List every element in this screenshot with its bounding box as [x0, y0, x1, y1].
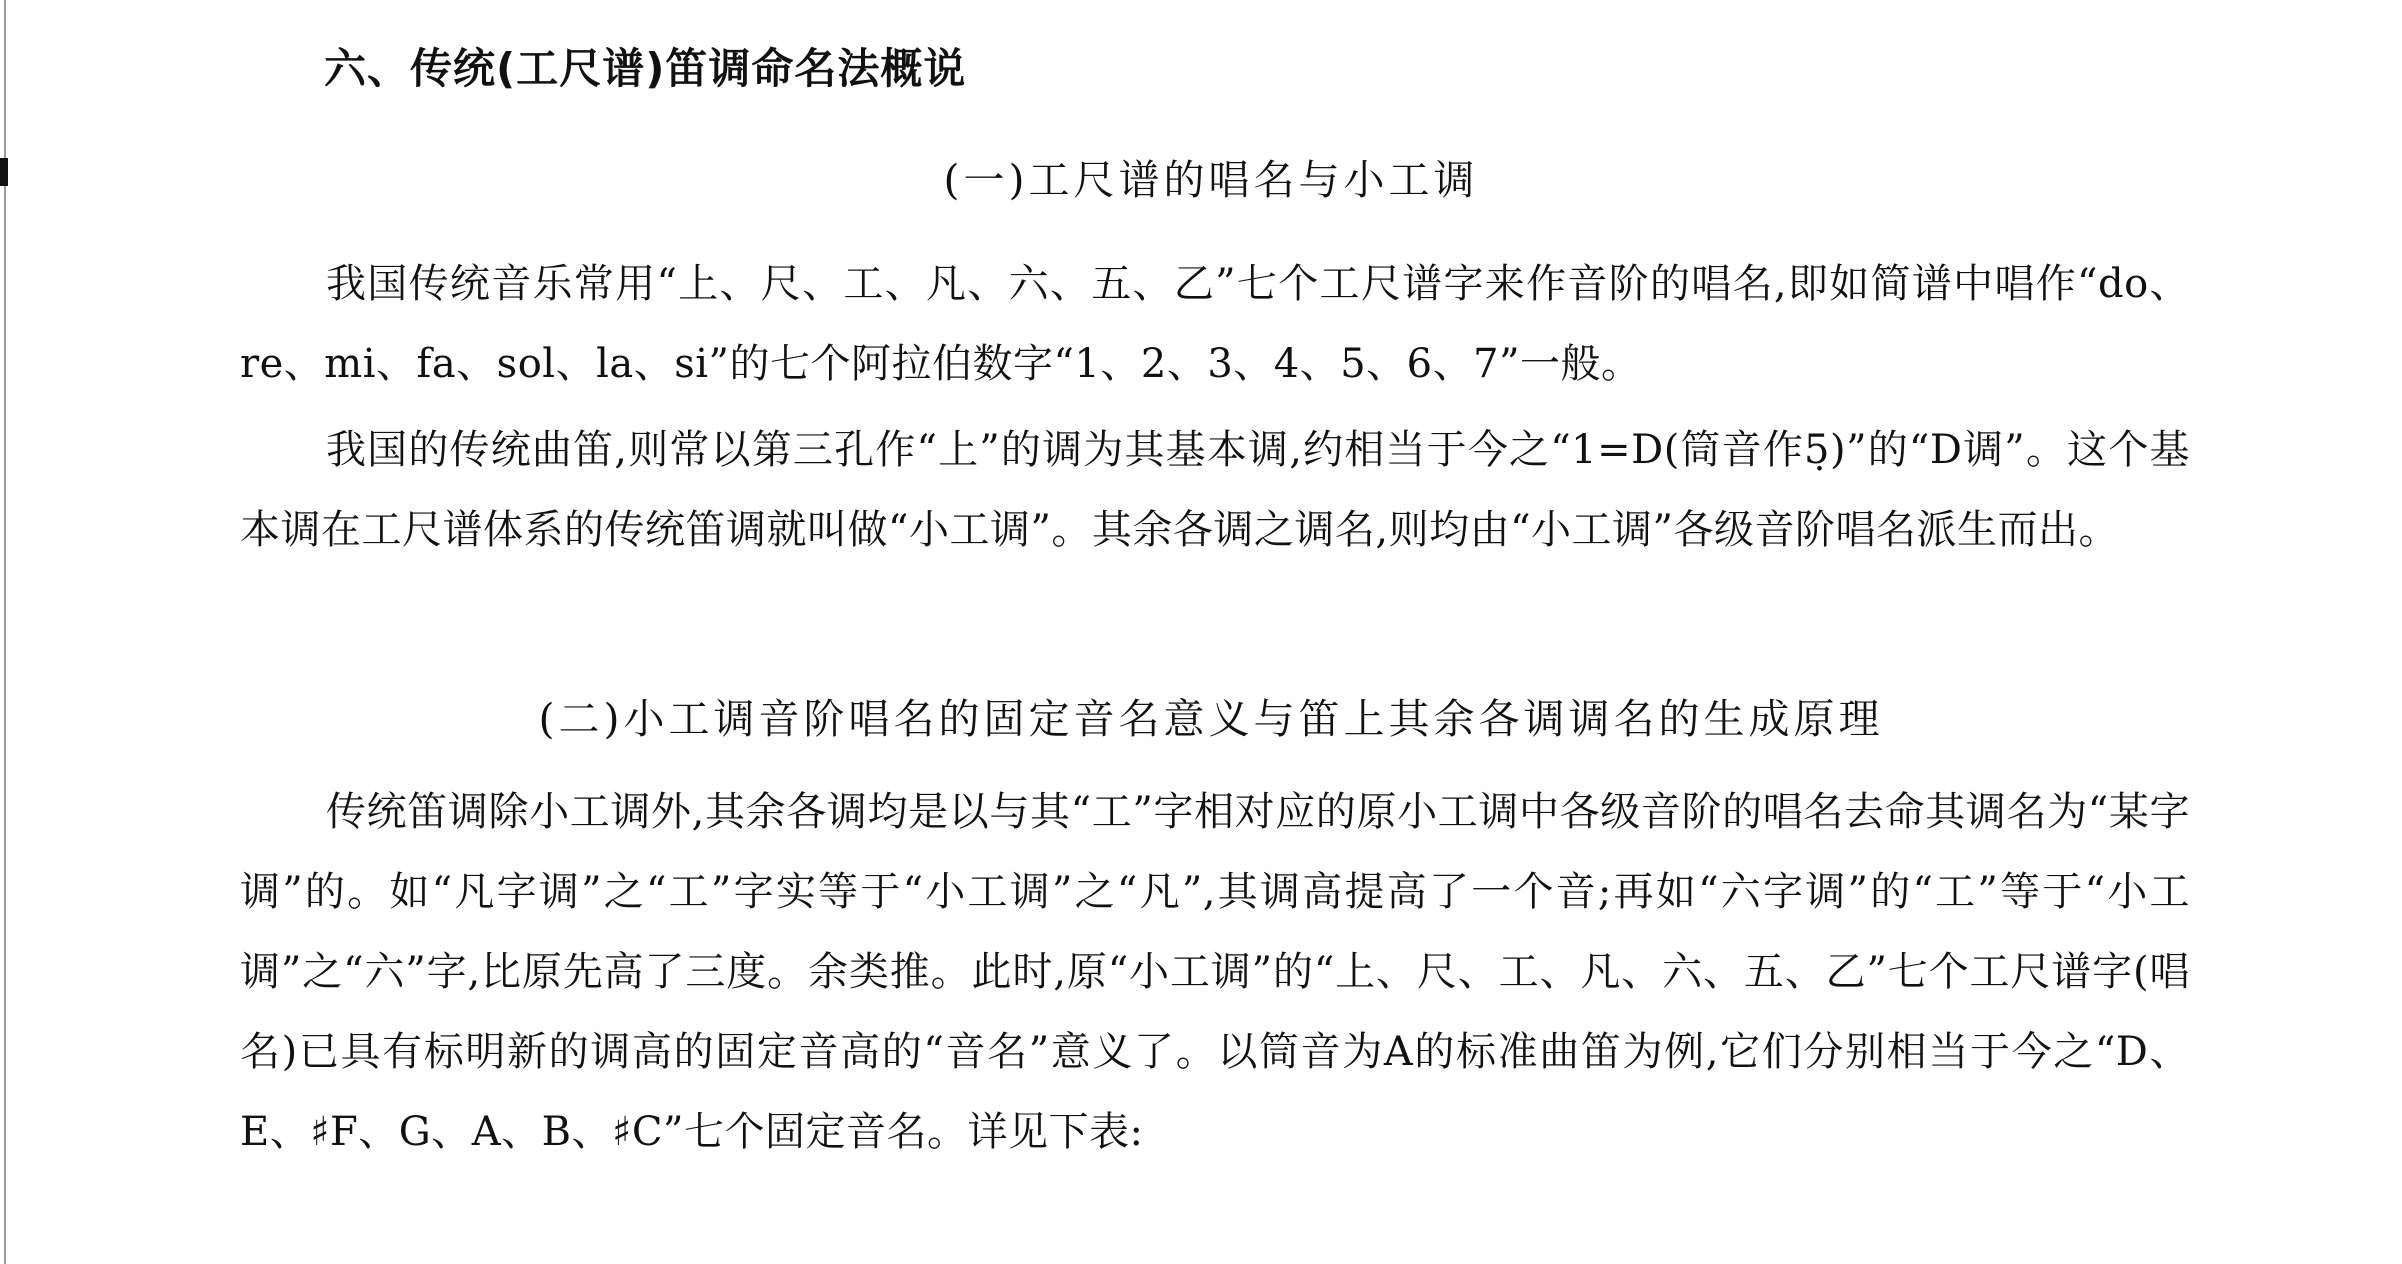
paragraph-2: 我国的传统曲笛,则常以第三孔作“上”的调为其基本调,约相当于今之“1=D(筒音作5̣)”的“D调”。这个基本调在工尺谱体系的传统笛调就叫做“小工调”。其余各调之调名,则均由“小工调”各级音阶唱名派生而出。 — [240, 427, 2190, 553]
paragraph-3: 传统笛调除小工调外,其余各调均是以与其“工”字相对应的原小工调中各级音阶的唱名去命其调名为“某字调”的。如“凡字调”之“工”字实等于“小工调”之“凡”,其调高提高了一个音;再如“六字调”的“工”等于“小工调”之“六”字,比原先高了三度。余类推。此时,原“小工调”的“上、尺、工、凡、六、五、乙”七个工尺谱字(唱名)已具有标明新的调高的固定音高的“音名”意义了。以筒音为A的标准曲笛为例,它们分别相当于今之“D、E、♯F、G、A、B、♯C”七个固定音名。详见下表: — [240, 789, 2190, 1155]
section-title: 六、传统(工尺谱)笛调命名法概说 — [324, 44, 967, 93]
subheading-1: (一)工尺谱的唱名与小工调 — [943, 156, 1479, 204]
subheading-2: (二)小工调音阶唱名的固定音名意义与笛上其余各调调名的生成原理 — [538, 695, 1884, 743]
paragraph-1: 我国传统音乐常用“上、尺、工、凡、六、五、乙”七个工尺谱字来作音阶的唱名,即如简谱中唱作“do、re、mi、fa、sol、la、si”的七个阿拉伯数字“1、2、3、4、5、6、7”一般。 — [240, 261, 2190, 387]
